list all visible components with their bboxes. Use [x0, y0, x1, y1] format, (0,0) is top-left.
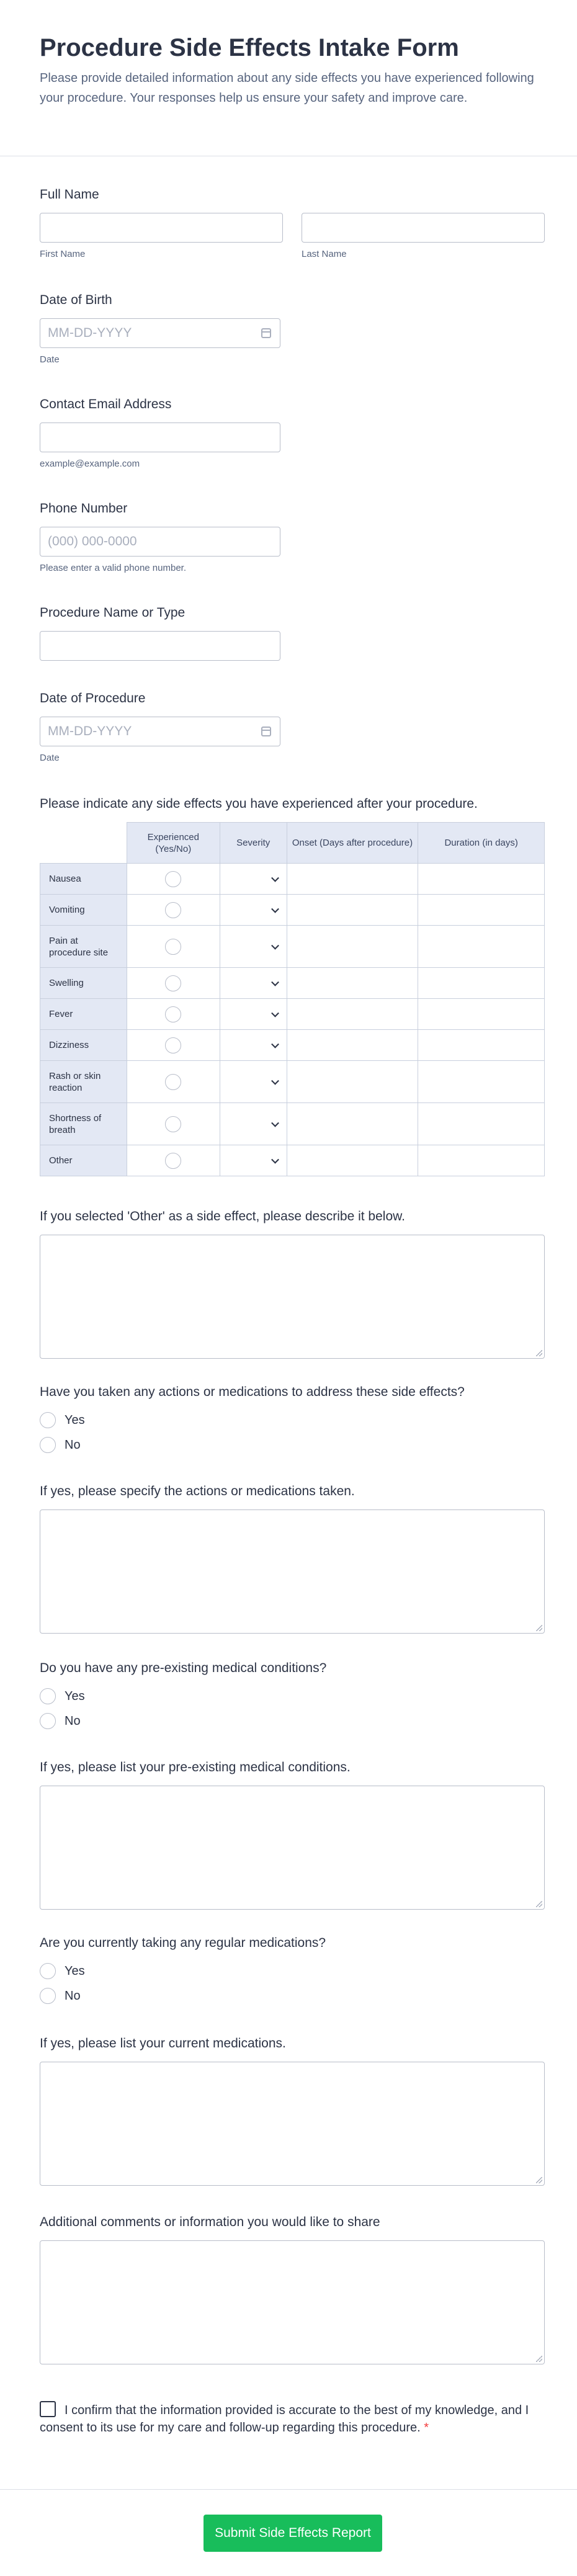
procedure-date-label: Date of Procedure [40, 691, 146, 705]
radio-button[interactable] [40, 1688, 56, 1704]
procedure-date-sublabel: Date [40, 753, 60, 763]
conditions-description-textarea[interactable] [40, 1786, 545, 1910]
onset-input[interactable] [287, 1030, 418, 1061]
submit-button[interactable]: Submit Side Effects Report [204, 2515, 382, 2552]
severity-dropdown[interactable] [220, 968, 287, 999]
email-sublabel: example@example.com [40, 458, 140, 469]
matrix-row [40, 864, 545, 895]
medications-question-label: Are you currently taking any regular medications? [40, 1936, 326, 1950]
duration-input[interactable] [418, 1030, 545, 1061]
matrix-col-header: Duration (in days) [418, 823, 545, 864]
severity-dropdown[interactable] [220, 926, 287, 968]
first-name-input[interactable] [40, 213, 283, 243]
experienced-radio[interactable] [165, 1116, 181, 1132]
experienced-radio[interactable] [165, 1074, 181, 1090]
calendar-icon[interactable] [261, 727, 271, 736]
other-description-field [40, 1208, 545, 1359]
conditions-yes-option[interactable] [40, 1688, 545, 1704]
experienced-radio[interactable] [165, 975, 181, 991]
comments-field [40, 2214, 545, 2364]
dob-input[interactable] [40, 318, 280, 348]
radio-label: No [65, 1714, 81, 1728]
matrix-row-label: Fever [40, 999, 127, 1030]
onset-input[interactable] [287, 864, 418, 895]
radio-button[interactable] [40, 1437, 56, 1453]
actions-description-textarea[interactable] [40, 1509, 545, 1634]
experienced-radio[interactable] [165, 1153, 181, 1169]
severity-dropdown[interactable] [220, 895, 287, 926]
phone-label: Phone Number [40, 501, 128, 516]
procedure-input[interactable] [40, 631, 280, 661]
matrix-col-header: Onset (Days after procedure) [287, 823, 418, 864]
other-description-label: If you selected 'Other' as a side effect, please describe it below. [40, 1209, 405, 1223]
experienced-radio[interactable] [165, 1037, 181, 1053]
onset-input[interactable] [287, 895, 418, 926]
procedure-field [40, 604, 545, 661]
conditions-description-label: If yes, please list your pre-existing medical conditions. [40, 1760, 351, 1774]
actions-question-field [40, 1384, 545, 1453]
email-field [40, 396, 545, 469]
matrix-row [40, 1145, 545, 1176]
required-mark: * [424, 2421, 429, 2435]
severity-dropdown[interactable] [220, 999, 287, 1030]
onset-input[interactable] [287, 999, 418, 1030]
matrix-label: Please indicate any side effects you have experienced after your procedure. [40, 797, 478, 811]
matrix-row-label: Pain at procedure site [40, 926, 127, 968]
phone-placeholder: (000) 000-0000 [48, 534, 137, 548]
resize-handle-icon[interactable] [536, 1350, 542, 1356]
dob-placeholder: MM-DD-YYYY [48, 326, 132, 340]
duration-input[interactable] [418, 999, 545, 1030]
dob-sublabel: Date [40, 354, 60, 365]
consent-text: I confirm that the information provided is accurate to the best of my knowledge, and I consent to its use for my care and follow-up regarding this procedure. [40, 2404, 529, 2435]
conditions-question-label: Do you have any pre-existing medical conditions? [40, 1661, 327, 1675]
matrix-row [40, 999, 545, 1030]
matrix-row-label: Dizziness [40, 1030, 127, 1061]
medications-description-field [40, 2035, 545, 2186]
last-name-input[interactable] [302, 213, 545, 243]
radio-label: No [65, 1988, 81, 2003]
resize-handle-icon[interactable] [536, 1625, 542, 1631]
experienced-radio[interactable] [165, 871, 181, 887]
duration-input[interactable] [418, 1061, 545, 1103]
side-effects-matrix-field [40, 795, 545, 1176]
procedure-date-field [40, 690, 545, 763]
onset-input[interactable] [287, 1103, 418, 1145]
severity-dropdown[interactable] [220, 864, 287, 895]
radio-button[interactable] [40, 1988, 56, 2004]
radio-label: No [65, 1438, 81, 1452]
medications-question-field [40, 1934, 545, 2004]
phone-sublabel: Please enter a valid phone number. [40, 563, 186, 573]
matrix-row-label: Shortness of breath [40, 1103, 127, 1145]
experienced-radio[interactable] [165, 1006, 181, 1022]
matrix-row-label: Vomiting [40, 895, 127, 926]
email-input[interactable] [40, 423, 280, 452]
conditions-description-field [40, 1759, 545, 1910]
actions-no-option[interactable] [40, 1437, 545, 1453]
medications-description-textarea[interactable] [40, 2062, 545, 2186]
severity-dropdown[interactable] [220, 1030, 287, 1061]
resize-handle-icon[interactable] [536, 2177, 542, 2183]
side-effects-matrix [40, 822, 545, 1176]
medications-yes-option[interactable] [40, 1963, 545, 1979]
consent-checkbox[interactable] [40, 2401, 56, 2417]
email-label: Contact Email Address [40, 397, 172, 411]
matrix-row-label: Other [40, 1145, 127, 1176]
radio-label: Yes [65, 1413, 85, 1427]
onset-input[interactable] [287, 1145, 418, 1176]
duration-input[interactable] [418, 864, 545, 895]
phone-input[interactable] [40, 527, 280, 557]
phone-field [40, 500, 545, 573]
duration-input[interactable] [418, 895, 545, 926]
onset-input[interactable] [287, 968, 418, 999]
form-description: Please provide detailed information about any side effects you have experienced following your procedure. Your responses help us ensure your safety and improve care. [40, 71, 534, 105]
conditions-no-option[interactable] [40, 1713, 545, 1729]
onset-input[interactable] [287, 926, 418, 968]
dob-field [40, 292, 545, 365]
resize-handle-icon[interactable] [536, 1901, 542, 1907]
radio-button[interactable] [40, 1412, 56, 1428]
form-title: Procedure Side Effects Intake Form [40, 34, 459, 61]
conditions-question-field [40, 1660, 545, 1729]
duration-input[interactable] [418, 926, 545, 968]
duration-input[interactable] [418, 1103, 545, 1145]
consent-field [40, 2401, 545, 2436]
experienced-radio[interactable] [165, 902, 181, 918]
onset-input[interactable] [287, 1061, 418, 1103]
matrix-row-label: Nausea [40, 864, 127, 895]
actions-description-label: If yes, please specify the actions or medications taken. [40, 1484, 355, 1498]
matrix-row [40, 1061, 545, 1103]
duration-input[interactable] [418, 968, 545, 999]
resize-handle-icon[interactable] [536, 2356, 542, 2362]
medications-no-option[interactable] [40, 1988, 545, 2004]
matrix-row [40, 968, 545, 999]
comments-textarea[interactable] [40, 2240, 545, 2364]
duration-input[interactable] [418, 1145, 545, 1176]
matrix-row [40, 1030, 545, 1061]
calendar-icon[interactable] [261, 328, 271, 338]
matrix-row [40, 895, 545, 926]
procedure-label: Procedure Name or Type [40, 606, 186, 620]
first-name-sublabel: First Name [40, 249, 86, 259]
severity-dropdown[interactable] [220, 1061, 287, 1103]
actions-description-field [40, 1483, 545, 1634]
matrix-row [40, 1103, 545, 1145]
actions-yes-option[interactable] [40, 1412, 545, 1428]
radio-button[interactable] [40, 1713, 56, 1729]
matrix-row [40, 926, 545, 968]
radio-label: Yes [65, 1964, 85, 1978]
severity-dropdown[interactable] [220, 1103, 287, 1145]
matrix-col-header: Experienced (Yes/No) [127, 823, 220, 864]
full-name-field [40, 186, 545, 259]
full-name-label: Full Name [40, 187, 99, 202]
procedure-date-placeholder: MM-DD-YYYY [48, 724, 132, 738]
last-name-sublabel: Last Name [302, 249, 347, 259]
matrix-row-label: Rash or skin reaction [40, 1061, 127, 1103]
severity-dropdown[interactable] [220, 1145, 287, 1176]
matrix-row-label: Swelling [40, 968, 127, 999]
actions-question-label: Have you taken any actions or medications to address these side effects? [40, 1385, 465, 1399]
form-footer [0, 2489, 577, 2576]
experienced-radio[interactable] [165, 939, 181, 955]
radio-label: Yes [65, 1689, 85, 1703]
radio-button[interactable] [40, 1963, 56, 1979]
dob-label: Date of Birth [40, 293, 112, 307]
matrix-col-header: Severity [220, 823, 287, 864]
comments-label: Additional comments or information you would like to share [40, 2215, 380, 2229]
other-description-textarea[interactable] [40, 1235, 545, 1359]
medications-description-label: If yes, please list your current medications. [40, 2036, 286, 2051]
form-header [0, 0, 577, 156]
procedure-date-input[interactable] [40, 717, 280, 746]
